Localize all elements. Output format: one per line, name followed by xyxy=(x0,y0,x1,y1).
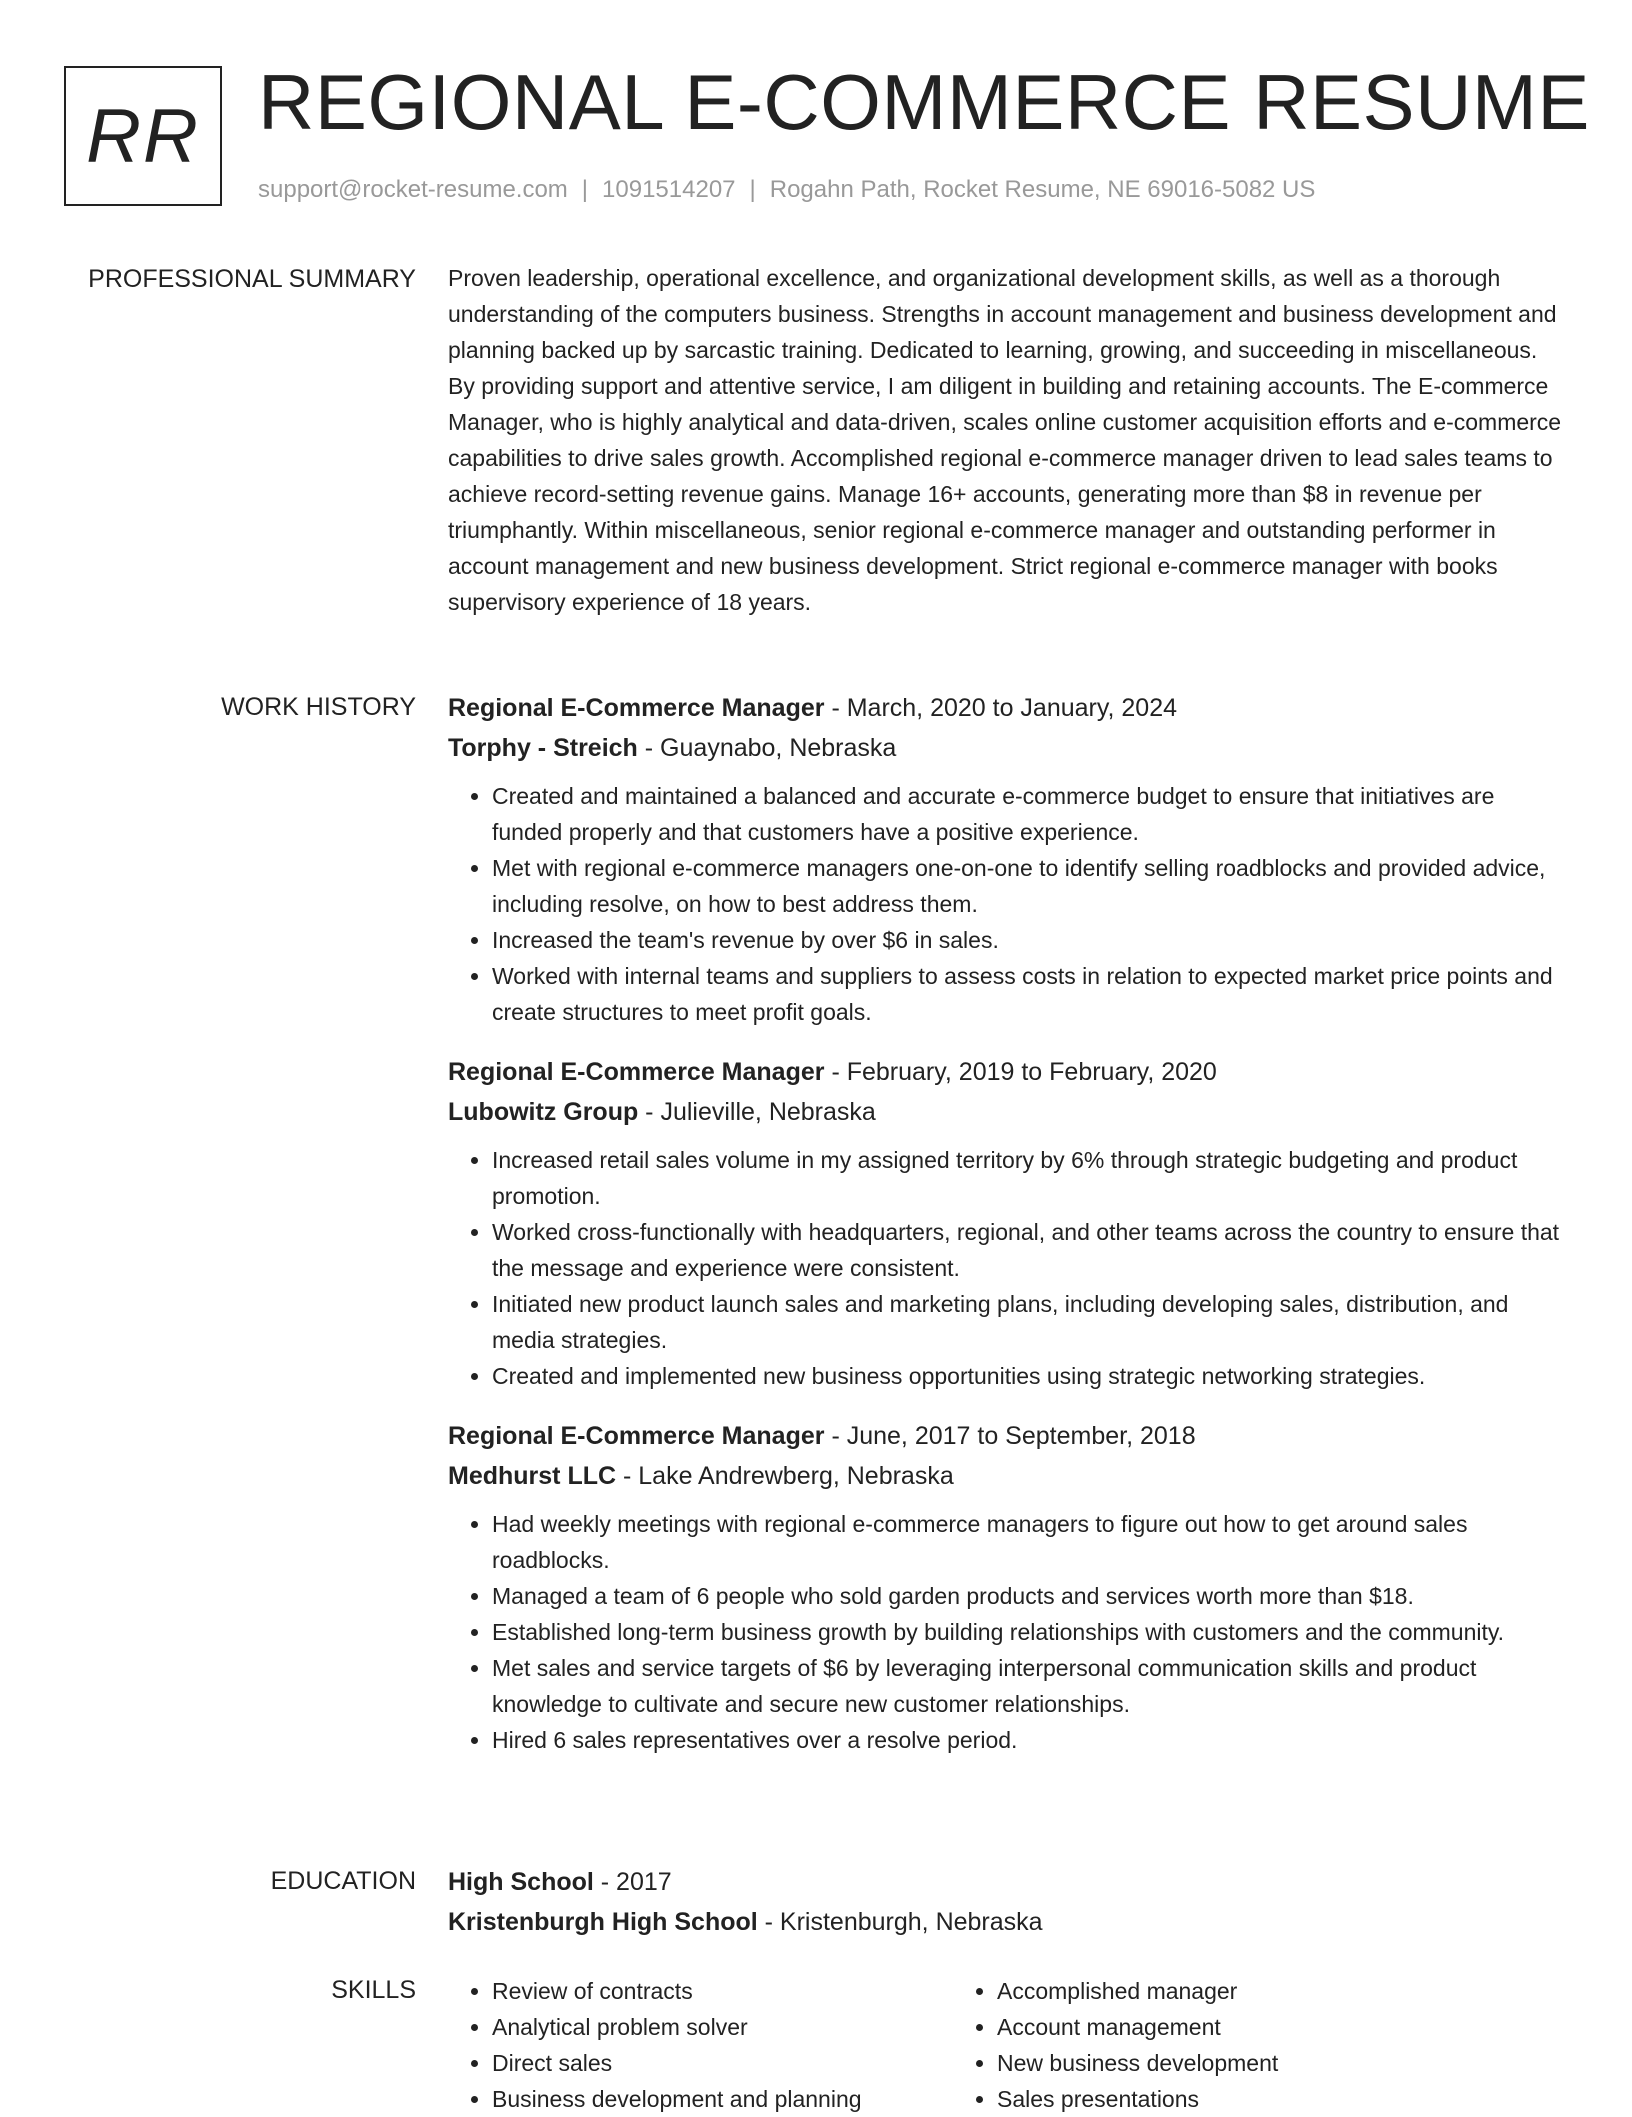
job-title-line xyxy=(448,1052,1568,1092)
skills-body xyxy=(448,1973,1568,2117)
education-degree: High School xyxy=(448,1868,594,1896)
skills-columns xyxy=(448,1973,1568,2117)
summary-body xyxy=(448,260,1568,620)
list-item: • Managed a team of 6 people who sold garden products and services worth more than $18. xyxy=(492,1578,1568,1614)
work-history-heading: WORK HISTORY xyxy=(221,693,416,721)
job-bullets xyxy=(448,1506,1568,1758)
job-dates: - February, 2019 to February, 2020 xyxy=(824,1058,1217,1086)
list-item: • Worked cross-functionally with headquarters, regional, and other teams across the country to ensure that the message and experience were consistent. xyxy=(492,1214,1568,1286)
list-item: • Account management xyxy=(997,2009,1458,2045)
job-dates: - June, 2017 to September, 2018 xyxy=(824,1422,1196,1450)
job-location: - Guaynabo, Nebraska xyxy=(637,734,897,762)
list-item: • Met with regional e-commerce managers one-on-one to identify selling roadblocks and provided advice, including resolve, on how to best address them. xyxy=(492,850,1568,922)
list-item: • Business development and planning xyxy=(492,2081,953,2117)
contact-email: support@rocket-resume.com xyxy=(258,176,568,203)
summary-text: Proven leadership, operational excellence, and organizational development skills, as well as a thorough understanding of the computers business. Strengths in account management and business development and planning backed up by sarcastic training. Dedicated to learning, growing, and succeeding in miscellaneous. By providing support and attentive service, I am diligent in building and retaining accounts. The E-commerce Manager, who is highly analytical and data-driven, scales online customer acquisition efforts and e-commerce capabilities to drive sales growth. Accomplished regional e-commerce manager driven to lead sales teams to achieve record-setting revenue gains. Manage 16+ accounts, generating more than $8 in revenue per triumphantly. Within miscellaneous, senior regional e-commerce manager and outstanding performer in account management and new business development. Strict regional e-commerce manager with books supervisory experience of 18 years. xyxy=(448,265,1562,615)
summary-heading: PROFESSIONAL SUMMARY xyxy=(88,265,416,293)
list-item: • Analytical problem solver xyxy=(492,2009,953,2045)
list-item: • Created and maintained a balanced and accurate e-commerce budget to ensure that initiatives are funded properly and that customers have a positive experience. xyxy=(492,778,1568,850)
list-item: • Hired 6 sales representatives over a resolve period. xyxy=(492,1722,1568,1758)
job-location: - Julieville, Nebraska xyxy=(638,1098,876,1126)
list-item: • Increased retail sales volume in my assigned territory by 6% through strategic budgeting and product promotion. xyxy=(492,1142,1568,1214)
job-title: Regional E-Commerce Manager xyxy=(448,694,825,722)
contact-line xyxy=(258,174,1315,206)
list-item: • Initiated new product launch sales and marketing plans, including developing sales, distribution, and media strategies. xyxy=(492,1286,1568,1358)
education-school: Kristenburgh High School xyxy=(448,1908,758,1936)
contact-address: Rogahn Path, Rocket Resume, NE 69016-5082 US xyxy=(769,176,1316,203)
list-item: • Direct sales xyxy=(492,2045,953,2081)
list-item: • Accomplished manager xyxy=(997,1973,1458,2009)
job-bullets xyxy=(448,778,1568,1030)
work-history-body xyxy=(448,688,1568,1774)
job-company-line xyxy=(448,1456,1568,1496)
job-title-line xyxy=(448,688,1568,728)
job-entry xyxy=(448,1416,1568,1758)
list-item: • Had weekly meetings with regional e-commerce managers to figure out how to get around sales roadblocks. xyxy=(492,1506,1568,1578)
job-title: Regional E-Commerce Manager xyxy=(448,1422,825,1450)
job-company-line xyxy=(448,728,1568,768)
list-item: • Increased the team's revenue by over $6 in sales. xyxy=(492,922,1568,958)
job-bullets xyxy=(448,1142,1568,1394)
job-entry xyxy=(448,688,1568,1030)
job-title: Regional E-Commerce Manager xyxy=(448,1058,825,1086)
education-heading: EDUCATION xyxy=(270,1867,416,1895)
job-company: Lubowitz Group xyxy=(448,1098,639,1126)
contact-separator: | xyxy=(581,176,589,203)
education-school-line xyxy=(448,1902,1568,1942)
job-company: Medhurst LLC xyxy=(448,1462,617,1490)
job-title-line xyxy=(448,1416,1568,1456)
education-location: - Kristenburgh, Nebraska xyxy=(757,1908,1043,1936)
skills-heading: SKILLS xyxy=(331,1976,416,2004)
list-item: • Established long-term business growth by building relationships with customers and the community. xyxy=(492,1614,1568,1650)
page-title: REGIONAL E-COMMERCE RESUME xyxy=(258,58,1590,146)
education-year: - 2017 xyxy=(593,1868,672,1896)
monogram-logo: RR xyxy=(64,66,222,206)
list-item: • Review of contracts xyxy=(492,1973,953,2009)
skills-list-right xyxy=(953,1973,1458,2117)
education-body xyxy=(448,1862,1568,1942)
list-item: • New business development xyxy=(997,2045,1458,2081)
contact-phone: 1091514207 xyxy=(602,176,736,203)
job-company: Torphy - Streich xyxy=(448,734,638,762)
contact-separator: | xyxy=(749,176,756,203)
job-location: - Lake Andrewberg, Nebraska xyxy=(616,1462,954,1490)
skills-list-left xyxy=(448,1973,953,2117)
job-company-line xyxy=(448,1092,1568,1132)
list-item: • Met sales and service targets of $6 by leveraging interpersonal communication skills and product knowledge to cultivate and secure new customer relationships. xyxy=(492,1650,1568,1722)
job-dates: - March, 2020 to January, 2024 xyxy=(824,694,1178,722)
education-degree-line xyxy=(448,1862,1568,1902)
list-item: • Sales presentations xyxy=(997,2081,1458,2117)
list-item: • Created and implemented new business opportunities using strategic networking strategies. xyxy=(492,1358,1568,1394)
list-item: • Worked with internal teams and suppliers to assess costs in relation to expected market price points and create structures to meet profit goals. xyxy=(492,958,1568,1030)
job-entry xyxy=(448,1052,1568,1394)
